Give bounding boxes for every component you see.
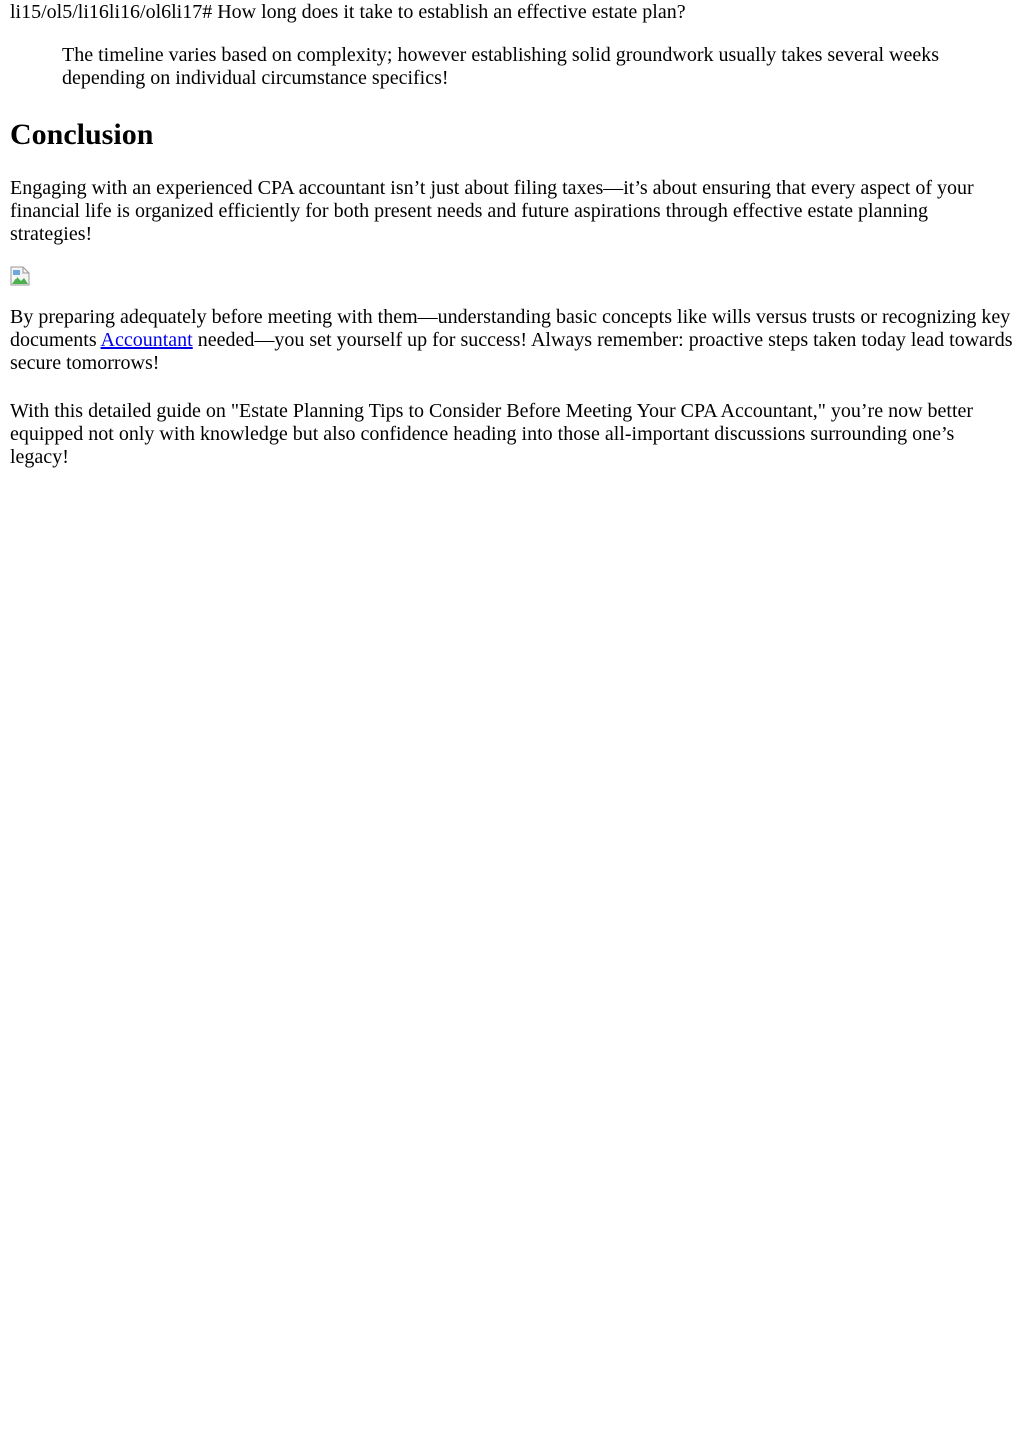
faq-question: li15/ol5/li16li16/ol6li17# How long does it take to establish an effective estate plan? <box>10 1 686 23</box>
paragraph-2-text-before: By preparing adequately before meeting with them—understanding basic concepts like wills versus trusts or recognizing key documents <box>10 306 1011 351</box>
accountant-link[interactable]: Accountant <box>100 329 193 351</box>
conclusion-paragraph-1: Engaging with an experienced CPA accountant isn’t just about filing taxes—it’s about ensuring that every aspect of your financial life is organized efficiently for both present needs and future aspirations through effective estate planning strategies! <box>10 177 974 245</box>
conclusion-paragraph-3: With this detailed guide on "Estate Planning Tips to Consider Before Meeting Your CPA Accountant," you’re now better equipped not only with knowledge but also confidence heading into those all-important discussions surrounding one’s legacy! <box>10 400 974 468</box>
broken-image-glyph <box>10 266 30 286</box>
faq-answer: The timeline varies based on complexity; however establishing solid groundwork usually takes several weeks depending on individual circumstance specifics! <box>62 44 940 89</box>
article-page <box>0 1 1024 469</box>
paragraph-2-text-after: needed—you set yourself up for success! Always remember: proactive steps taken today lead towards secure tomorrows! <box>10 329 1013 374</box>
broken-image-icon <box>10 266 30 286</box>
conclusion-paragraph-2 <box>10 306 1014 375</box>
conclusion-heading: Conclusion <box>10 118 154 151</box>
